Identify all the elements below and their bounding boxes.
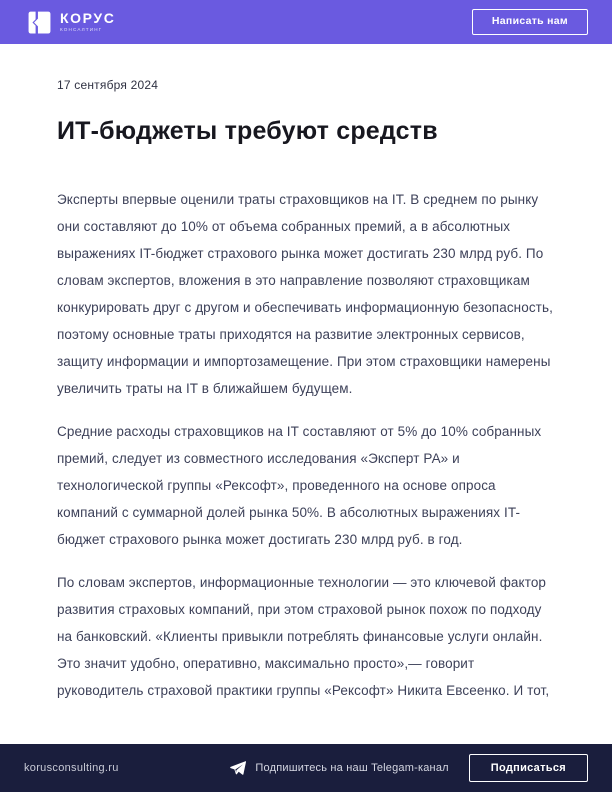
logo-title: КОРУС (60, 10, 116, 27)
footer (0, 744, 612, 792)
article-date: 17 сентября 2024 (57, 78, 159, 92)
telegram-label: Подпишитесь на наш Telegam-канал (255, 762, 449, 774)
footer-right (230, 754, 588, 782)
article-paragraph-2: Средние расходы страховщиков на IT составляют от 5% до 10% собранных премий, следует из совместного исследования «Эксперт РА» и технологической группы «Рексофт», проведенного на основе опроса компаний с суммарной долей рынка 50%. В абсолютных выражениях IT-бюджет страхового рынка может достигать 230 млрд руб. в год. (57, 424, 542, 547)
logo-text (60, 11, 115, 32)
article (0, 44, 612, 744)
article-title: ИТ-бюджеты требуют средств (57, 117, 438, 145)
telegram-promo-link[interactable] (230, 761, 448, 775)
telegram-plane-icon (230, 761, 246, 775)
logo[interactable] (27, 10, 115, 35)
article-paragraph-3: По словам экспертов, информационные технологии — это ключевой фактор развития страховых компаний, при этом страховой рынок похож по подходу на банковский. «Клиенты привыкли потреблять финансовые услуги онлайн. Это значит удобно, оперативно, максимально просто»,— говорит руководитель страховой практики группы «Рексофт» Никита Евсеенко. И тот, (57, 575, 550, 698)
korus-logo-icon (27, 10, 52, 35)
subscribe-button[interactable]: Подписаться (469, 754, 588, 782)
article-paragraph-1: Эксперты впервые оценили траты страховщиков на IT. В среднем по рынку они составляют до 10% от объема собранных премий, а в абсолютных выражениях IT-бюджет страхового рынка может достигать 230 млрд руб. По словам экспертов, вложения в это направление позволяют страховщикам конкурировать друг с другом и обеспечивать информационную безопасность, поэтому основные траты приходятся на развитие электронных сервисов, защиту информации и импортозамещение. При этом страховщики намерены увеличить траты на IT в ближайшем будущем. (57, 192, 553, 396)
logo-subtitle: КОНСАЛТИНГ (60, 26, 103, 32)
contact-button[interactable]: Написать нам (472, 9, 588, 35)
site-link[interactable]: korusconsulting.ru (24, 762, 119, 774)
header (0, 0, 612, 44)
